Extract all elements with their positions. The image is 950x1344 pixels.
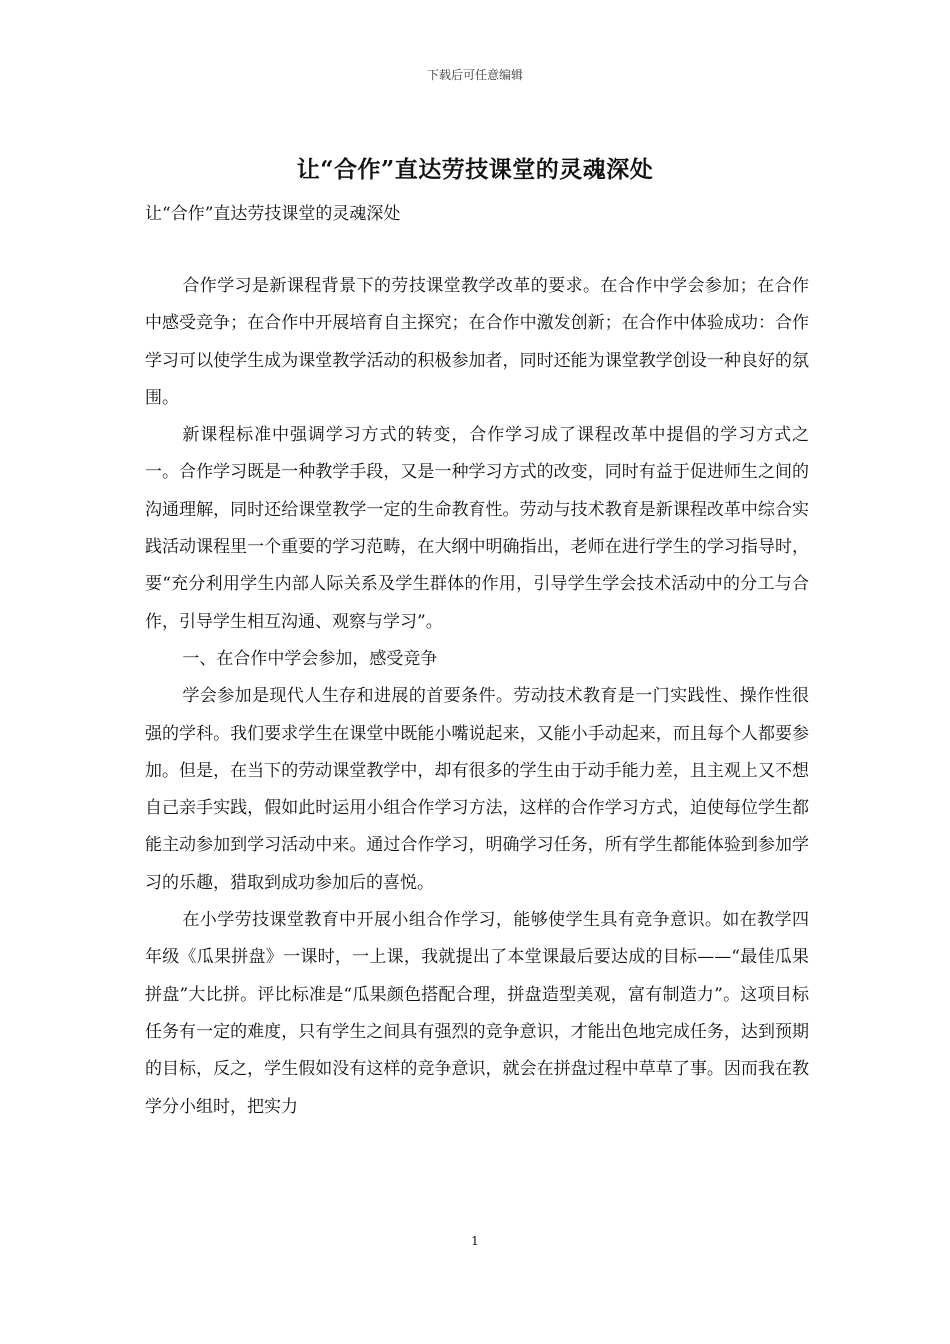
section-heading-1: 一、在合作中学会参加，感受竞争 (182, 648, 438, 669)
paragraph-2: 新课程标准中强调学习方式的转变，合作学习成了课程改革中提倡的学习方式之一。合作学习既是一种教学手段，又是一种学习方式的改变，同时有益于促进师生之间的沟通理解，同时还给课堂教学一定的生命教育性。劳动与技术教育是新课程改革中综合实践活动课程里一个重要的学习范畴，在大纲中明确指出，老师在进行学生的学习指导时，要“充分利用学生内部人际关系及学生群体的作用，引导学生学会技术活动中的分工与合作，引导学生相互沟通、观察与学习”。 (145, 425, 809, 632)
paragraph-4: 在小学劳技课堂教育中开展小组合作学习，能够使学生具有竞争意识。如在教学四年级《瓜果拼盘》一课时，一上课，我就提出了本堂课最后要达成的目标——“最佳瓜果拼盘”大比拼。评比标准是“瓜果颜色搭配合理，拼盘造型美观，富有制造力”。这项目标任务有一定的难度，只有学生之间具有强烈的竞争意识，才能出色地完成任务，达到预期的目标，反之，学生假如没有这样的竞争意识，就会在拼盘过程中草草了事。因而我在教学分小组时，把实力 (145, 910, 809, 1117)
page-number: 1 (471, 1234, 479, 1248)
document-subtitle: 让“合作”直达劳技课堂的灵魂深处 (145, 204, 401, 224)
paragraph-3: 学会参加是现代人生存和进展的首要条件。劳动技术教育是一门实践性、操作性很强的学科。我们要求学生在课堂中既能小嘴说起来，又能小手动起来，而且每个人都要参加。但是，在当下的劳动课堂教学中，却有很多的学生由于动手能力差，且主观上又不想自己亲手实践，假如此时运用小组合作学习方法，这样的合作学习方式，迫使每位学生都能主动参加到学习活动中来。通过合作学习，明确学习任务，所有学生都能体验到参加学习的乐趣，猎取到成功参加后的喜悦。 (145, 686, 809, 893)
header-note: 下载后可任意编辑 (426, 68, 523, 82)
paragraph-1: 合作学习是新课程背景下的劳技课堂教学改革的要求。在合作中学会参加；在合作中感受竞争；在合作中开展培育自主探究；在合作中激发创新；在合作中体验成功：合作学习可以使学生成为课堂教学活动的积极参加者，同时还能为课堂教学创设一种良好的氛围。 (145, 276, 809, 408)
document-title: 让“合作”直达劳技课堂的灵魂深处 (296, 156, 654, 183)
document-body (145, 268, 809, 1126)
